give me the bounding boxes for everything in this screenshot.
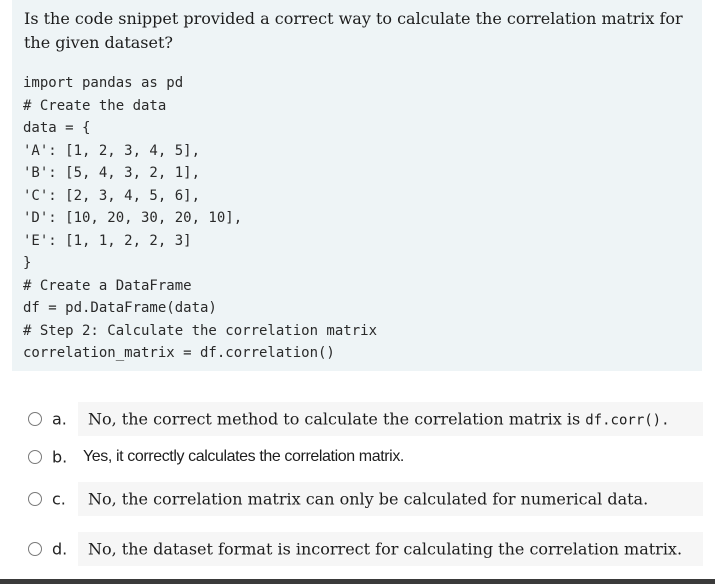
option-text: No, the correct method to calculate the correlation matrix is [88,409,586,429]
code-line: correlation_matrix = df.correlation() [23,345,335,361]
option-label[interactable] [88,410,670,429]
code-line: 'A': [1, 2, 3, 4, 5], [23,142,201,159]
bottom-border [0,579,715,584]
answer-option-a[interactable] [0,402,715,436]
code-line: data = { [23,120,91,136]
answer-option-c[interactable] [0,482,715,516]
radio-button-c[interactable] [28,492,42,506]
answer-option-b[interactable] [0,440,715,474]
option-code: df.corr(). [585,412,670,429]
code-line: # Create a DataFrame [23,277,192,294]
code-snippet [23,72,377,365]
option-label[interactable]: Yes, it correctly calculates the correlation matrix. [83,448,404,465]
option-letter: d. [52,539,68,559]
code-line: 'E': [1, 1, 2, 2, 3] [23,232,192,249]
radio-button-a[interactable] [28,412,42,426]
option-label[interactable]: No, the correlation matrix can only be calculated for numerical data. [88,489,649,509]
code-line: 'D': [10, 20, 30, 20, 10], [23,210,243,226]
code-line: # Create the data [23,97,167,114]
code-line: } [23,255,32,271]
question-text: Is the code snippet provided a correct way to calculate the correlation matrix for the given dataset? [24,9,683,52]
question-panel [12,0,702,371]
code-line: 'B': [5, 4, 3, 2, 1], [23,165,201,181]
code-line: import pandas as pd [23,75,184,91]
option-label[interactable]: No, the dataset format is incorrect for calculating the correlation matrix. [88,539,683,559]
option-letter: c. [52,489,66,509]
code-line: df = pd.DataFrame(data) [23,300,217,316]
radio-button-d[interactable] [28,542,42,556]
option-letter: b. [52,447,68,467]
answer-option-d[interactable] [0,532,715,566]
code-line: 'C': [2, 3, 4, 5, 6], [23,187,201,204]
option-letter: a. [52,409,67,429]
radio-button-b[interactable] [28,450,42,464]
code-line: # Step 2: Calculate the correlation matrix [23,322,378,339]
